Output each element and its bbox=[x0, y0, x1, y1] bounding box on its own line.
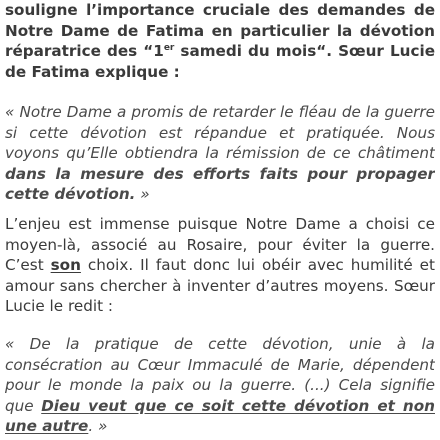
document-page bbox=[5, 0, 435, 440]
quote-2-underlined: Dieu veut que ce soit cette dévotion et non une autre bbox=[5, 396, 435, 435]
quote-1-end: » bbox=[135, 185, 150, 203]
quote-2-end: . » bbox=[88, 417, 108, 435]
quote-2-text: « De la pratique de cette dévotion, unie à la consécration au Cœur Immaculé de Marie, dépendent pour le monde la paix ou la guerre. (...) Cela signifie que bbox=[5, 335, 435, 415]
paragraph-stake-text-2: choix. Il faut donc lui obéir avec humilité et amour sans chercher à inventer d’autres moyens. Sœur Lucie le redit : bbox=[5, 256, 435, 315]
paragraph-intro-rest: samedi du mois“. Sœur Lucie de Fatima explique : bbox=[5, 42, 435, 81]
paragraph-stake-text-1: L’enjeu est immense puisque Notre Dame a choisi ce moyen-là, associé au Rosaire, pour éviter la guerre. C’est bbox=[5, 215, 435, 274]
quote-paragraph-2 bbox=[5, 334, 435, 437]
quote-1-emphasis: dans la mesure des efforts faits pour propager cette dévotion. bbox=[5, 164, 435, 203]
quote-1-text: « Notre Dame a promis de retarder le fléau de la guerre si cette dévotion est répandue et pratiquée. Nous voyons qu’Elle obtiendra la rémission de ce châtiment bbox=[5, 103, 435, 162]
paragraph-intro-text: souligne l’importance cruciale des demandes de Notre Dame de Fatima en particulier la dévotion réparatrice des “1 bbox=[5, 1, 435, 60]
ordinal-superscript: er bbox=[163, 42, 175, 53]
quote-paragraph-1 bbox=[5, 102, 435, 205]
paragraph-stake bbox=[5, 214, 435, 317]
underlined-son: son bbox=[50, 256, 81, 274]
paragraph-intro bbox=[5, 0, 435, 82]
